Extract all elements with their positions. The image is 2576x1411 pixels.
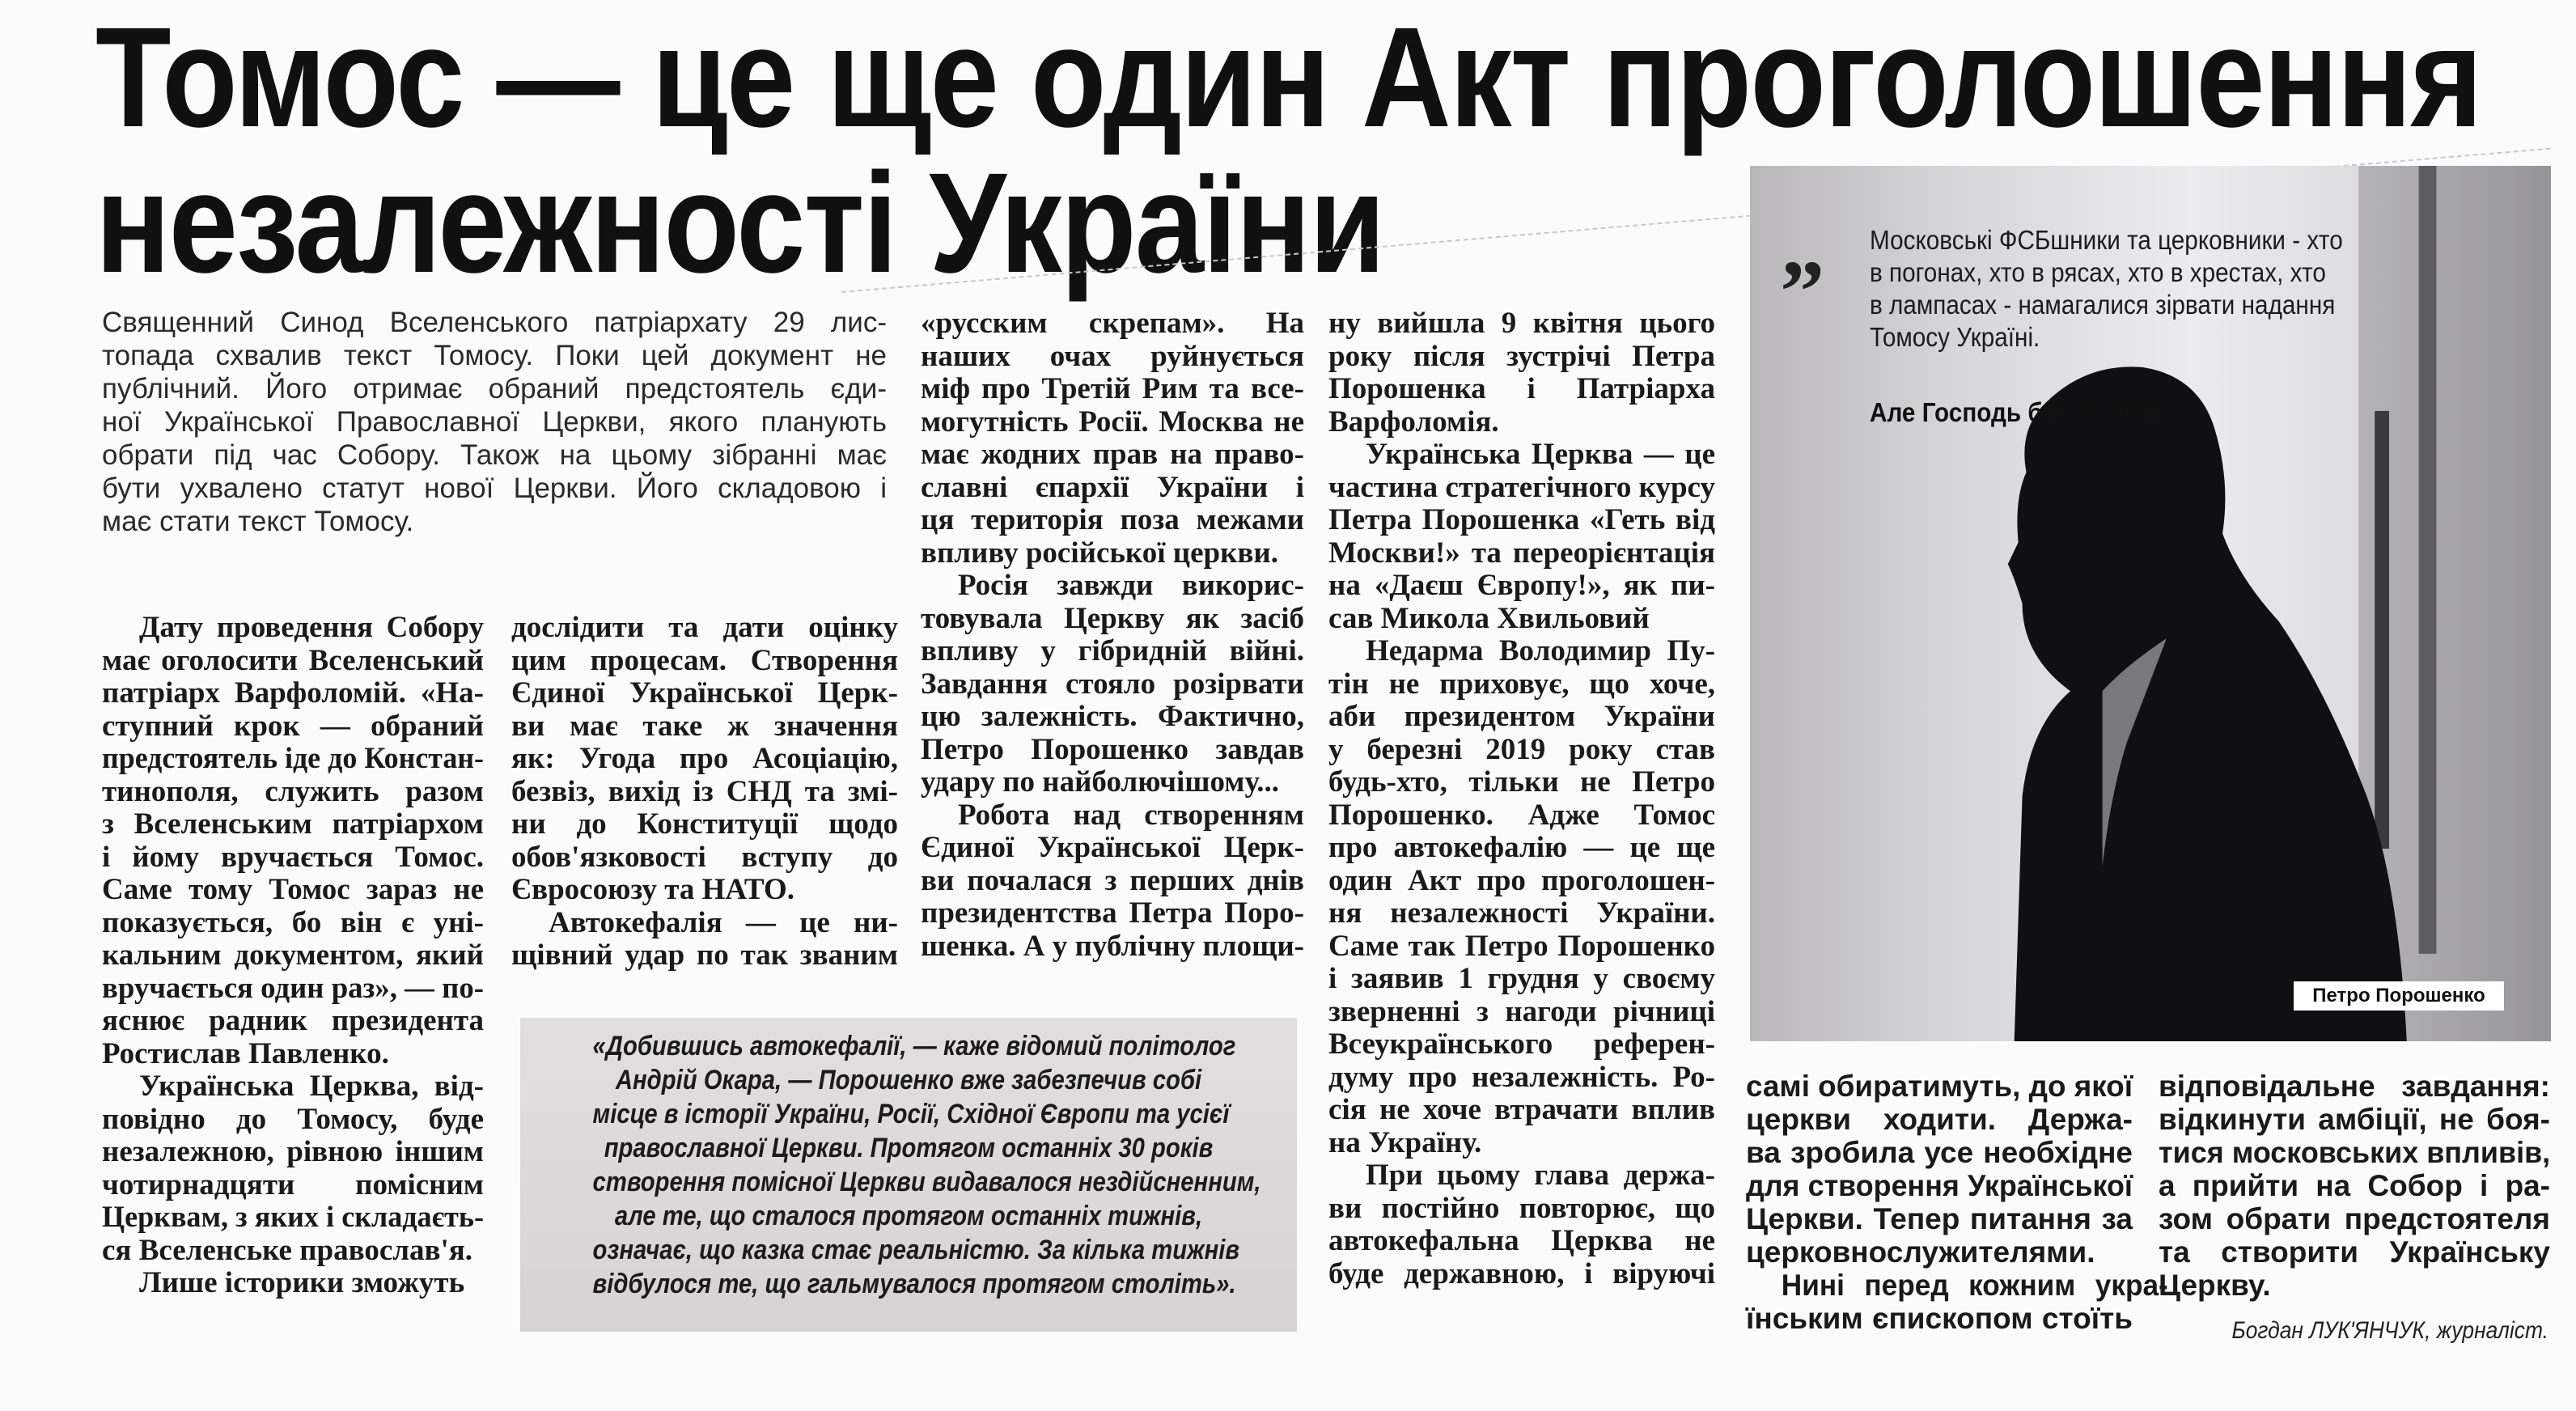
text-line: ця територія поза межами xyxy=(921,503,1304,536)
text-line: бути ухвалено статут нової Церкви. Його складовою і xyxy=(102,472,887,504)
text-line: ступний крок — обраний xyxy=(102,709,484,743)
text-line: Єдиної Української Церк- xyxy=(511,676,898,710)
photo-quote-emphasis: Але Господь був з нами! xyxy=(1870,397,2164,427)
pull-quote-text xyxy=(541,1029,1276,1301)
text-line: Порошенка і Патріарха xyxy=(1328,372,1715,405)
article-column-4 xyxy=(1328,307,1715,1290)
text-line: товувала Церкву як засіб xyxy=(921,601,1304,635)
article-column-1 xyxy=(102,612,484,1300)
photo-quote-line: Томосу Україні. xyxy=(1870,322,2040,352)
text-line: з Вселенським патріархом xyxy=(102,807,484,841)
text-line: президентства Петра Поро- xyxy=(921,896,1304,930)
text-line: Робота над створенням xyxy=(958,798,1304,832)
article-column-5 xyxy=(1746,1070,2168,1335)
text-line: обрати під час Собору. Також на цьому зібранні має xyxy=(102,439,887,471)
text-line: Українська Церква — це xyxy=(1366,438,1715,471)
text-line: могутність Росії. Москва не xyxy=(921,405,1304,439)
headline-line-2: незалежності України xyxy=(95,144,1384,303)
text-line: самі обиратимуть, до якої xyxy=(1746,1070,2133,1103)
text-line: року після зустрічі Петра xyxy=(1328,339,1715,373)
text-line: кальним документом, який xyxy=(102,939,484,972)
text-line: повідно до Томосу, буде xyxy=(102,1102,484,1136)
quote-mark-icon: „ xyxy=(1781,196,1825,294)
text-line: «русским скрепам». На xyxy=(921,307,1304,340)
text-line: має оголосити Вселенський xyxy=(102,643,484,677)
pull-quote-line: Андрій Окара, — Порошенко вже забезпечив собі xyxy=(615,1065,1202,1095)
text-line: зом обрати предстоятеля xyxy=(2159,1202,2550,1235)
article-column-6 xyxy=(2159,1070,2550,1302)
text-line: топада схвалив текст Томосу. Поки цей документ не xyxy=(102,340,887,371)
text-line: один Акт про проголошен- xyxy=(1328,863,1715,897)
headline-line-1: Томос — це ще один Акт проголошення xyxy=(95,0,2481,157)
text-line: думу про незалежність. Ро- xyxy=(1328,1060,1715,1094)
text-line: ви постійно повторює, що xyxy=(1328,1191,1715,1225)
text-line: Лише історики зможуть xyxy=(139,1266,465,1299)
text-line: ви має таке ж значення xyxy=(511,709,898,743)
text-line: про автокефалію — це ще xyxy=(1328,831,1715,864)
pull-quote-line: «Добившись автокефалії, — каже відомий політолог xyxy=(592,1031,1236,1061)
text-line: аби президентом України xyxy=(1328,700,1715,733)
text-line: Всеукраїнського референ- xyxy=(1328,1028,1715,1061)
text-line: міф про Третій Рим та все- xyxy=(921,372,1304,405)
pull-quote-box xyxy=(520,1018,1297,1332)
text-line: тися московських впливів, xyxy=(2159,1136,2551,1169)
text-line: яснює радник президента xyxy=(102,1004,484,1037)
text-line: Саме так Петро Порошенко xyxy=(1328,929,1715,963)
text-line: шенка. А у публічну площи- xyxy=(921,929,1304,963)
text-line: При цьому глава держа- xyxy=(1366,1159,1715,1192)
text-line: Петро Порошенко завдав xyxy=(921,732,1304,766)
text-line: чотирнадцяти помісним xyxy=(102,1167,484,1201)
text-line: Завдання стояло розірвати xyxy=(921,667,1304,701)
text-line: ва зробила усе необхідне xyxy=(1746,1136,2133,1169)
text-line: вручається один раз», — по- xyxy=(102,971,484,1005)
text-line: у березні 2019 року став xyxy=(1328,732,1715,766)
text-line: ної Української Православної Церкви, якого планують xyxy=(102,406,887,438)
text-line: частина стратегічного курсу xyxy=(1328,470,1715,504)
text-line: тинополя, служить разом xyxy=(102,774,484,808)
photo-box xyxy=(1750,166,2551,1041)
text-line: Петра Порошенка «Геть від xyxy=(1328,503,1715,536)
text-line: незалежною, рівною іншим xyxy=(102,1135,484,1168)
text-line: Недарма Володимир Пу- xyxy=(1366,634,1715,667)
text-line: відкинути амбіції, не боя- xyxy=(2159,1103,2550,1136)
text-line: Церкви. Тепер питання за xyxy=(1746,1202,2133,1235)
text-line: будь-хто, тільки не Петро xyxy=(1328,765,1715,799)
text-line: Автокефалія — це ни- xyxy=(549,905,898,939)
text-line: цю залежність. Фактично, xyxy=(921,700,1304,733)
text-line: Ростислав Павленко. xyxy=(102,1036,389,1070)
text-line: і йому вручається Томос. xyxy=(102,840,484,874)
photo-caption: Петро Порошенко xyxy=(2294,981,2504,1011)
text-line: наших очах руйнується xyxy=(921,339,1304,373)
pull-quote-line: відбулося те, що гальмувалося протягом століть». xyxy=(592,1269,1236,1299)
text-line: Москви!» та переорієнтація xyxy=(1328,536,1715,570)
text-line: Церквам, з яких і складаєть- xyxy=(102,1201,484,1234)
text-line: Нині перед кожним укра- xyxy=(1781,1269,2168,1302)
text-line: патріарх Варфоломій. «На- xyxy=(102,676,484,710)
text-line: та створити Українську xyxy=(2159,1235,2550,1269)
text-line: ся Вселенське православ'я. xyxy=(102,1233,473,1267)
byline: Богдан ЛУК'ЯНЧУК, журналіст. xyxy=(2231,1317,2548,1344)
pull-quote-line: створення помісної Церкви видавалося нездійсненним, xyxy=(592,1167,1261,1197)
pull-quote-line: місце в історії України, Росії, Східної Європи та усієї xyxy=(592,1099,1230,1129)
photo-quote-line: в лампасах - намагалися зірвати надання xyxy=(1870,290,2336,320)
text-line: буде державною, і віруючі xyxy=(1328,1256,1715,1290)
text-line: предстоятель іде до Констан- xyxy=(102,742,484,775)
text-line: сав Микола Хвильовий xyxy=(1328,601,1650,635)
text-line: Дату проведення Собору xyxy=(139,611,484,644)
text-line: впливу у гібридній війні. xyxy=(921,634,1304,667)
text-line: дослідити та дати оцінку xyxy=(511,611,898,644)
text-line: впливу російської церкви. xyxy=(921,536,1278,570)
text-line: має жодних прав на право- xyxy=(921,438,1304,471)
text-line: удару по найболючішому... xyxy=(921,765,1280,799)
intro-paragraph xyxy=(102,306,887,538)
pull-quote-line: означає, що казка стає реальністю. За кілька тижнів xyxy=(592,1235,1240,1265)
photo-quote-line: в погонах, хто в рясах, хто в хрестах, хто xyxy=(1870,257,2326,287)
text-line: Українська Церква, від- xyxy=(139,1070,484,1103)
pull-quote-line: православної Церкви. Протягом останніх 30 років xyxy=(604,1133,1214,1163)
text-line: обов'язковості вступу до xyxy=(511,840,898,874)
text-line: сія не хоче втрачати вплив xyxy=(1328,1093,1715,1126)
text-line: на «Даєш Європу!», як пи- xyxy=(1328,569,1715,602)
text-line: Священний Синод Вселенського патріархату 29 лис- xyxy=(102,307,887,338)
text-line: і заявив 1 грудня у своєму xyxy=(1328,962,1715,995)
text-line: як: Угода про Асоціацію, xyxy=(511,742,898,775)
article-column-2 xyxy=(511,612,898,972)
text-line: Саме тому Томос зараз не xyxy=(102,873,484,906)
text-line: публічний. Його отримає обраний предстоятель єди- xyxy=(102,373,887,405)
text-line: має стати текст Томосу. xyxy=(102,506,414,537)
text-line: їнським єпископом стоїть xyxy=(1746,1302,2133,1335)
text-line: тін не приховує, що хоче, xyxy=(1328,667,1715,701)
text-line: цим процесам. Створення xyxy=(511,643,898,677)
text-line: церковнослужителями. xyxy=(1746,1235,2095,1269)
text-line: щівний удар по так званим xyxy=(511,939,898,972)
text-line: Єдиної Української Церк- xyxy=(921,831,1304,864)
text-line: показується, бо він є уні- xyxy=(102,905,484,939)
photo-quote-line: Московські ФСБшники та церковники - хто xyxy=(1870,225,2343,255)
text-line: на Україну. xyxy=(1328,1125,1482,1159)
text-line: Росія завжди викорис- xyxy=(958,569,1304,602)
text-line: ня незалежності України. xyxy=(1328,896,1715,930)
text-line: відповідальне завдання: xyxy=(2159,1070,2550,1103)
article-column-3 xyxy=(921,307,1304,963)
text-line: а прийти на Собор і ра- xyxy=(2159,1169,2550,1202)
text-line: безвіз, вихід із СНД та змі- xyxy=(511,774,898,808)
text-line: церкви ходити. Держа- xyxy=(1746,1103,2133,1136)
text-line: Варфоломія. xyxy=(1328,405,1499,439)
text-line: Церкву. xyxy=(2159,1269,2271,1302)
photo-quote-text xyxy=(1870,224,2517,354)
text-line: славні єпархії України і xyxy=(921,470,1304,504)
text-line: Євросоюзу та НАТО. xyxy=(511,873,795,906)
text-line: ни до Конституції щодо xyxy=(511,807,898,841)
text-line: ну вийшла 9 квітня цього xyxy=(1328,307,1715,340)
text-line: автокефальна Церква не xyxy=(1328,1224,1715,1257)
pull-quote-line: але те, що сталося протягом останніх тижнів, xyxy=(614,1201,1203,1231)
text-line: зверненні з нагоди річниці xyxy=(1328,994,1715,1028)
text-line: Порошенко. Адже Томос xyxy=(1328,798,1715,832)
text-line: ви почалася з перших днів xyxy=(921,863,1304,897)
text-line: для створення Української xyxy=(1746,1169,2133,1202)
